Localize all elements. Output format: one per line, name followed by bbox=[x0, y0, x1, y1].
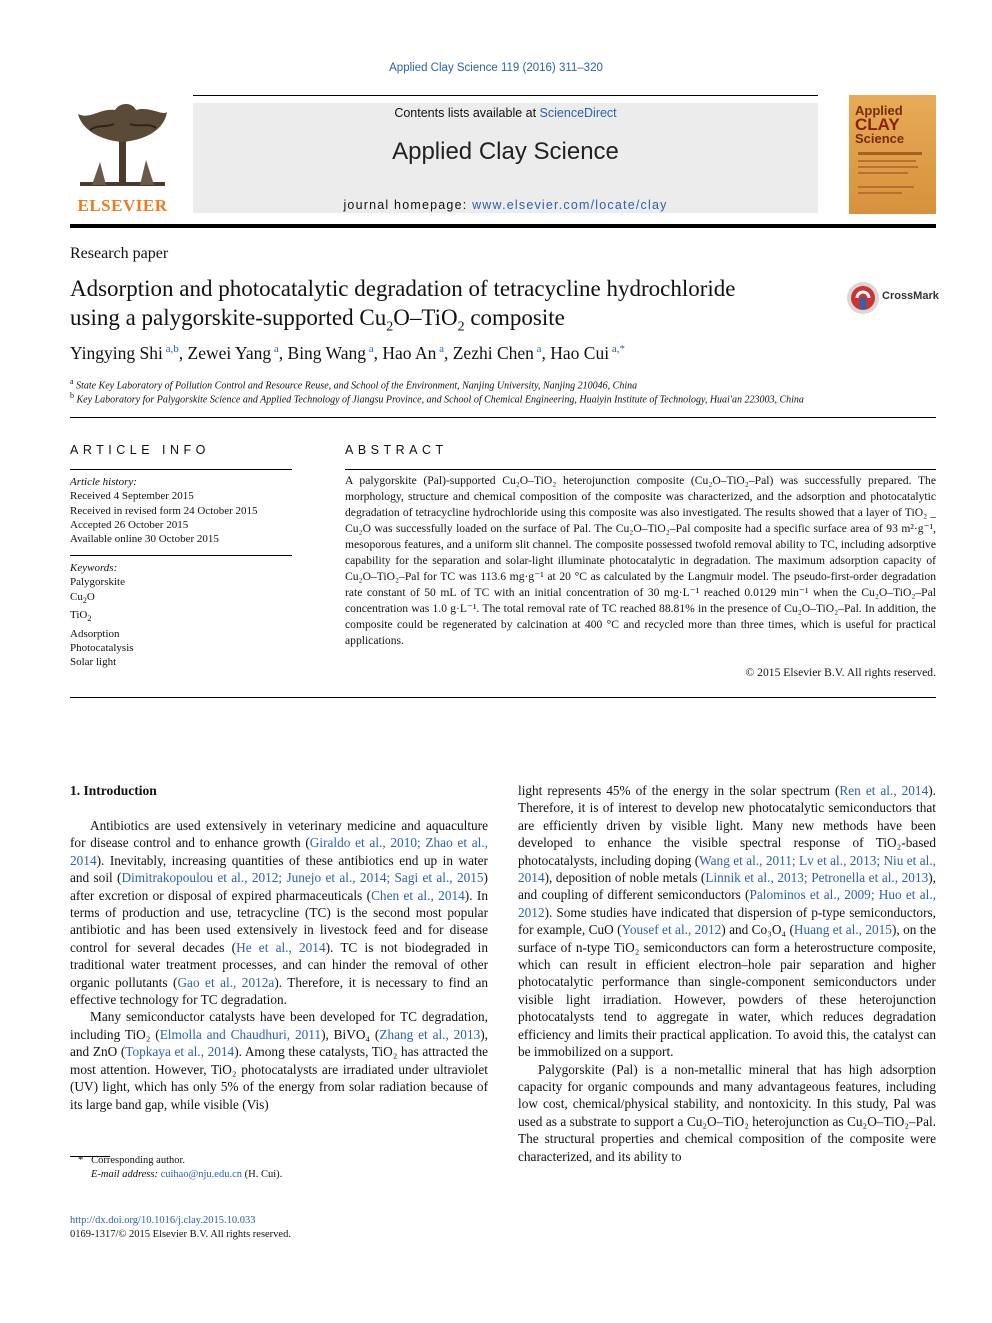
author-affiliation-mark[interactable]: a,b bbox=[162, 343, 179, 356]
keywords: Keywords: Palygorskite $Cu_2O$ TiO$_2$ Adsorption Photocatalysis Solar light bbox=[70, 562, 134, 669]
journal-ref-link[interactable]: Applied Clay Science 119 (2016) 311–320 bbox=[389, 62, 603, 74]
footnote-corresponding: * Corresponding author. bbox=[78, 1155, 186, 1166]
divider-affiliations bbox=[70, 417, 936, 418]
keyword: $Cu_2O$ bbox=[70, 590, 95, 605]
author-name: Zewei Yang bbox=[187, 343, 272, 363]
article-info-heading: ARTICLE INFO bbox=[70, 443, 210, 457]
text-run: ) and Co₃O₄ ( bbox=[721, 922, 794, 938]
author-affiliation-mark[interactable]: a bbox=[533, 343, 542, 356]
text-run: Palygorskite (Pal) is a non-metallic mineral that has high adsorption capacity for organic compounds and many advantageous features, including low cost, chemical/physical stability, and nontoxicity. In this study, Pal was used as a substrate to support a Cu₂O–TiO₂ heterojunction as Cu₂O–TiO₂–Pal. The structural properties and chemical composition of the composite were characterized, and its ability to bbox=[518, 1061, 936, 1164]
divider-info-mid bbox=[70, 555, 292, 556]
header-rule-top bbox=[193, 95, 818, 96]
body-column-right bbox=[518, 782, 936, 1165]
divider-body bbox=[70, 697, 936, 698]
homepage-link[interactable]: www.elsevier.com/locate/clay bbox=[472, 198, 668, 212]
text-run: Many semiconductor catalysts have been developed for TC degradation, including TiO₂ ( bbox=[70, 1009, 488, 1042]
paragraph bbox=[518, 1061, 936, 1165]
paragraph bbox=[70, 1008, 488, 1112]
text-run: ). Some studies have indicated that dispersion of p-type semiconductors, for example, CuO ( bbox=[518, 904, 936, 938]
citation-link[interactable]: Huang et al., 2015 bbox=[793, 922, 892, 938]
section-heading-introduction: 1. Introduction bbox=[70, 783, 157, 798]
citation-link[interactable]: Chen et al., 2014 bbox=[371, 887, 465, 903]
citation-link[interactable]: Giraldo et al., 2010; Zhao et al., 2014 bbox=[70, 835, 488, 868]
crossmark-icon[interactable] bbox=[846, 281, 880, 315]
author-affiliation-mark[interactable]: a bbox=[366, 343, 374, 356]
affiliation-b: $^b$ Key Laboratory for Palygorskite Science and Applied Technology of Jiangsu Province, and School of Chemical Engineering, Huaiyin Institute of Technology, Huai'an 223003, China bbox=[70, 391, 804, 406]
author-affiliation-mark[interactable]: a bbox=[271, 343, 279, 356]
journal-title: Applied Clay Science bbox=[392, 138, 619, 165]
text-run: ). Inevitably, increasing quantities of these antibiotics end up in water and soil ( bbox=[70, 852, 488, 886]
elsevier-wordmark: ELSEVIER bbox=[77, 196, 168, 215]
keyword: TiO$_2$ bbox=[70, 609, 92, 624]
keyword: Photocatalysis bbox=[70, 641, 134, 654]
author-name: Hao Cui bbox=[550, 343, 610, 363]
citation-link[interactable]: He et al., 2014 bbox=[236, 939, 326, 955]
divider-abstract bbox=[345, 469, 936, 470]
author-separator: , bbox=[373, 343, 383, 363]
text-run: ), on the surface of n-type TiO₂ semiconductors can form a heterostructure composite, which can result in efficient electron–hole pair separation and higher photocatalytic performance than single-component semiconductors under visible light irradiation. However, powders of these heterojunction photocatalysts tend to aggregate in water, which reduces degradation efficiency and limits their practical application. To avoid this, the catalyst can be immobilized on a support. bbox=[518, 922, 937, 1060]
author-affiliation-mark[interactable]: a bbox=[436, 343, 444, 356]
article-title: Adsorption and photocatalytic degradation of tetracycline hydrochloride using a palygorskite-supported $Cu_2O-TiO_2$ composite bbox=[70, 276, 736, 335]
author-name: Bing Wang bbox=[287, 343, 366, 363]
body-column-left bbox=[70, 817, 488, 1113]
author-list bbox=[70, 343, 625, 364]
text-run: ), and ZnO ( bbox=[70, 1026, 489, 1060]
author-separator: , bbox=[278, 343, 288, 363]
issn-copyright: 0169-1317/© 2015 Elsevier B.V. All rights reserved. bbox=[70, 1229, 291, 1240]
author-separator: , bbox=[178, 343, 188, 363]
text-run: ). TC is not biodegraded in traditional water treatment processes, and can hinder the removal of other organic pollutants ( bbox=[70, 939, 488, 990]
author-separator: , bbox=[541, 343, 551, 363]
citation-link[interactable]: Topkaya et al., 2014 bbox=[125, 1044, 235, 1060]
citation-link[interactable]: Gao et al., 2012a bbox=[177, 974, 275, 990]
journal-homepage: journal homepage: www.elsevier.com/locate/clay bbox=[343, 198, 668, 212]
keyword: Palygorskite bbox=[70, 576, 125, 589]
citation-link[interactable]: Elmolla and Chaudhuri, 2011 bbox=[159, 1026, 322, 1042]
text-run: ), BiVO₄ ( bbox=[321, 1026, 380, 1042]
journal-reference[interactable] bbox=[0, 62, 992, 74]
keyword: Adsorption bbox=[70, 627, 120, 640]
doi[interactable] bbox=[70, 1215, 256, 1226]
author-name: Yingying Shi bbox=[70, 343, 163, 363]
affiliation-a: $^a$ State Key Laboratory of Pollution Control and Resource Reuse, and School of the Environment, Nanjing University, Nanjing 210046, China bbox=[70, 377, 638, 392]
citation-link[interactable]: Wang et al., 2011; Lv et al., 2013; Niu et al., 2014 bbox=[518, 852, 937, 886]
abstract-copyright: © 2015 Elsevier B.V. All rights reserved. bbox=[745, 666, 936, 679]
article-history: Article history: Received 4 September 2015 Received in revised form 24 October 2015 Accepted 26 October 2015 Available online 30 October 2015 bbox=[70, 476, 258, 546]
text-run: ). Therefore, it is of interest to develop new photocatalytic semiconductors that are efficiently driven by visible light. Many new methods have been developed to enhance the visible spectral response of TiO₂-based photocatalysts, including doping ( bbox=[518, 783, 936, 868]
sciencedirect-link[interactable]: ScienceDirect bbox=[539, 106, 617, 120]
citation-link[interactable]: Dimitrakopoulou et al., 2012; Junejo et al., 2014; Sagi et al., 2015 bbox=[121, 870, 484, 886]
author-affiliation-mark[interactable]: a,* bbox=[609, 343, 625, 356]
author-separator: , bbox=[443, 343, 453, 363]
text-run: ), and coupling of different semiconductors ( bbox=[518, 870, 937, 903]
abstract-heading: ABSTRACT bbox=[345, 443, 448, 457]
citation-link[interactable]: Ren et al., 2014 bbox=[839, 783, 929, 798]
paragraph bbox=[518, 782, 936, 1061]
crossmark-label[interactable]: CrossMark bbox=[882, 290, 939, 302]
divider-info-top bbox=[70, 469, 292, 470]
text-run: ). In terms of production and use, tetracycline (TC) is the second most popular antibiotic and has been used extensively in livestock feed and for disease control for several decades ( bbox=[70, 887, 489, 955]
citation-link[interactable]: Linnik et al., 2013; Petronella et al., 2013 bbox=[705, 870, 929, 886]
cover-decoration bbox=[858, 152, 928, 202]
text-run: light represents 45% of the energy in the solar spectrum ( bbox=[518, 783, 840, 798]
text-run: Antibiotics are used extensively in veterinary medicine and aquaculture for disease control and to enhance growth ( bbox=[70, 818, 488, 851]
citation-link[interactable]: Zhang et al., 2013 bbox=[379, 1026, 481, 1042]
contents-line: Contents lists available at ScienceDirect bbox=[394, 106, 617, 120]
citation-link[interactable]: Palominos et al., 2009; Huo et al., 2012 bbox=[518, 887, 936, 920]
header-rule-thick bbox=[70, 224, 936, 228]
text-run: ). Therefore, it is necessary to find an effective technology for TC degradation. bbox=[70, 974, 489, 1008]
doi-link[interactable]: http://dx.doi.org/10.1016/j.clay.2015.10.033 bbox=[70, 1215, 256, 1226]
abstract-text: A palygorskite (Pal)-supported Cu₂O–TiO₂ heterojunction composite (Cu₂O–TiO₂–Pal) was successfully prepared. The morphology, structure and chemical composition of the composite was characterized, and the adsorption and photocatalytic degradation of tetracycline hydrochloride using this composite was also investigated. The results showed that a layer of TiO₂ _ Cu₂O was successfully loaded on the surface of Pal. The Cu₂O–TiO₂–Pal composite had a specific surface area of 93 m²·g⁻¹, mesoporous features, and a uniform slit channel. The composite possessed twofold removal ability to TC, including adsorptive capability for the separation and solar-light illuminate photocatalytic in degradation. The maximum adsorption capacity of Cu₂O–TiO₂–Pal for TC was 113.6 mg·g⁻¹ at 20 °C as calculated by the Langmuir model. The pseudo-first-order degradation rate constant of 50 mL of TC with an initial concentration of 30 mg·L⁻¹ reached 0.0129 min⁻¹ when the Cu₂O–TiO₂–Pal concentration was 1.0 g·L⁻¹. The total removal rate of TC reached 88.81% in the presence of Cu₂O–TiO₂–Pal. In addition, the composite could be regenerated by calcination at 400 °C and recycled more than three times, which is useful for practical applications. bbox=[345, 474, 936, 647]
citation-link[interactable]: Yousef et al., 2012 bbox=[621, 922, 722, 938]
text-run: ), deposition of noble metals ( bbox=[544, 870, 706, 886]
text-run: ) after excretion or disposal of expired pharmaceuticals ( bbox=[70, 870, 488, 903]
paragraph bbox=[70, 817, 488, 1008]
keyword: Solar light bbox=[70, 656, 117, 669]
email-link[interactable]: cuihao@nju.edu.cn bbox=[160, 1169, 243, 1180]
text-run: ). Among these catalysts, TiO₂ has attracted the most attention. However, TiO₂ photocatalysts are irradiated under ultraviolet (UV) light, which has only 5% of the energy from solar radiation because of its large band gap, while visible (Vis) bbox=[70, 1044, 489, 1112]
article-type: Research paper bbox=[70, 245, 169, 262]
footnote-email: E-mail address: cuihao@nju.edu.cn (H. Cui). bbox=[91, 1169, 283, 1180]
author-name: Zezhi Chen bbox=[452, 343, 534, 363]
author-name: Hao An bbox=[382, 343, 437, 363]
cover-title: Applied CLAY Science bbox=[855, 103, 905, 146]
